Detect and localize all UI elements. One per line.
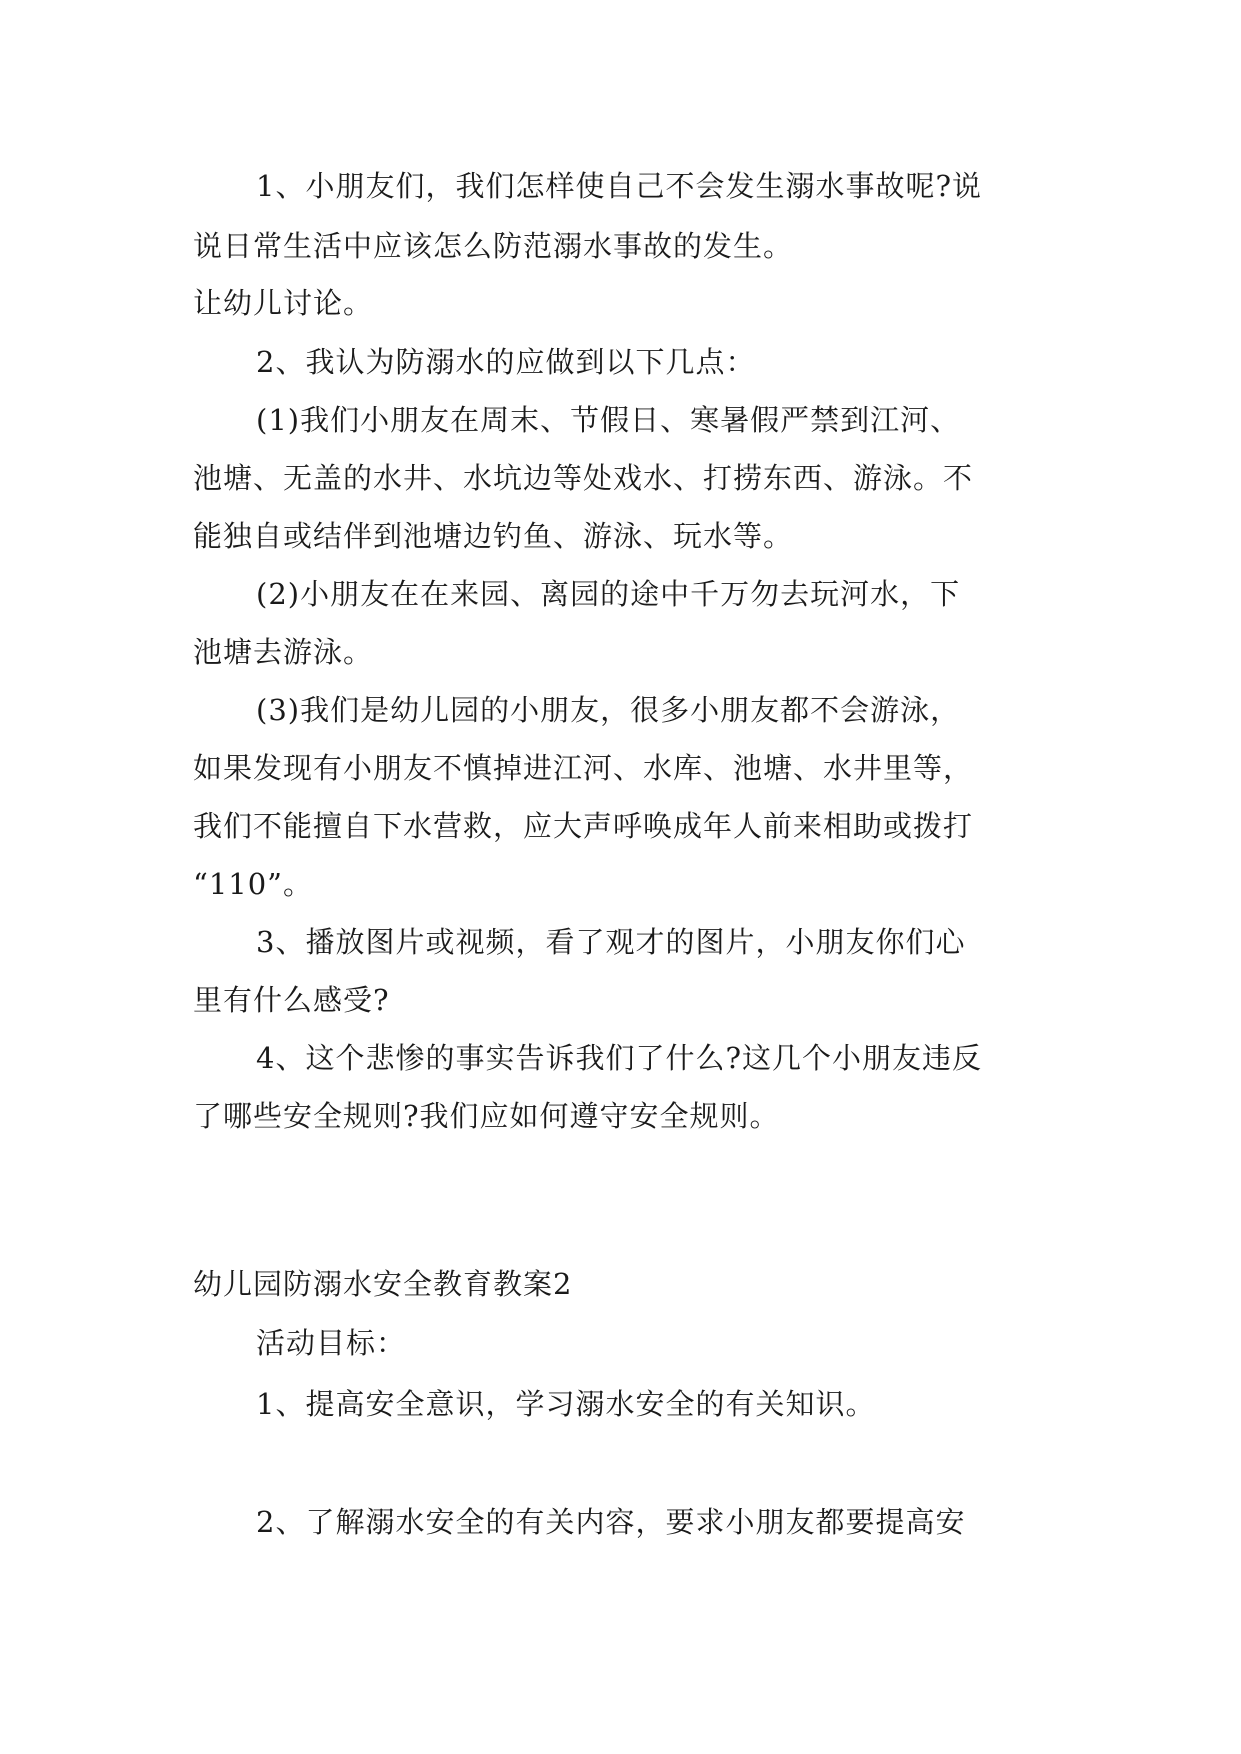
paragraph-line: 池塘去游泳。 bbox=[193, 635, 374, 669]
paragraph-line: 1、小朋友们，我们怎样使自己不会发生溺水事故呢?说 bbox=[256, 169, 982, 203]
paragraph-line: 我们不能擅自下水营救，应大声呼唤成年人前来相助或拨打 bbox=[193, 809, 974, 843]
section-title: 幼儿园防溺水安全教育教案2 bbox=[193, 1267, 573, 1301]
paragraph-line: (3)我们是幼儿园的小朋友，很多小朋友都不会游泳， bbox=[256, 693, 961, 727]
paragraph-line: 能独自或结伴到池塘边钓鱼、游泳、玩水等。 bbox=[193, 519, 794, 553]
paragraph-line: 2、我认为防溺水的应做到以下几点： bbox=[256, 345, 756, 379]
paragraph-line: 1、提高安全意识，学习溺水安全的有关知识。 bbox=[256, 1387, 876, 1421]
paragraph-line: 里有什么感受? bbox=[193, 983, 390, 1017]
paragraph-line: 让幼儿讨论。 bbox=[193, 286, 374, 320]
paragraph-line: 如果发现有小朋友不慎掉进江河、水库、池塘、水井里等， bbox=[193, 751, 974, 785]
paragraph-line: (2)小朋友在在来园、离园的途中千万勿去玩河水，下 bbox=[256, 577, 961, 611]
paragraph-line: 4、这个悲惨的事实告诉我们了什么?这几个小朋友违反 bbox=[256, 1041, 982, 1075]
paragraph-line: 说日常生活中应该怎么防范溺水事故的发生。 bbox=[193, 229, 794, 263]
paragraph-line: 池塘、无盖的水井、水坑边等处戏水、打捞东西、游泳。不 bbox=[193, 461, 974, 495]
paragraph-line: 3、播放图片或视频，看了观才的图片，小朋友你们心 bbox=[256, 925, 966, 959]
subsection-heading: 活动目标： bbox=[256, 1326, 407, 1360]
paragraph-line: 了哪些安全规则?我们应如何遵守安全规则。 bbox=[193, 1099, 780, 1133]
paragraph-line: 2、了解溺水安全的有关内容，要求小朋友都要提高安 bbox=[256, 1505, 966, 1539]
paragraph-line: “110”。 bbox=[193, 867, 314, 901]
paragraph-line: (1)我们小朋友在周末、节假日、寒暑假严禁到江河、 bbox=[256, 403, 961, 437]
